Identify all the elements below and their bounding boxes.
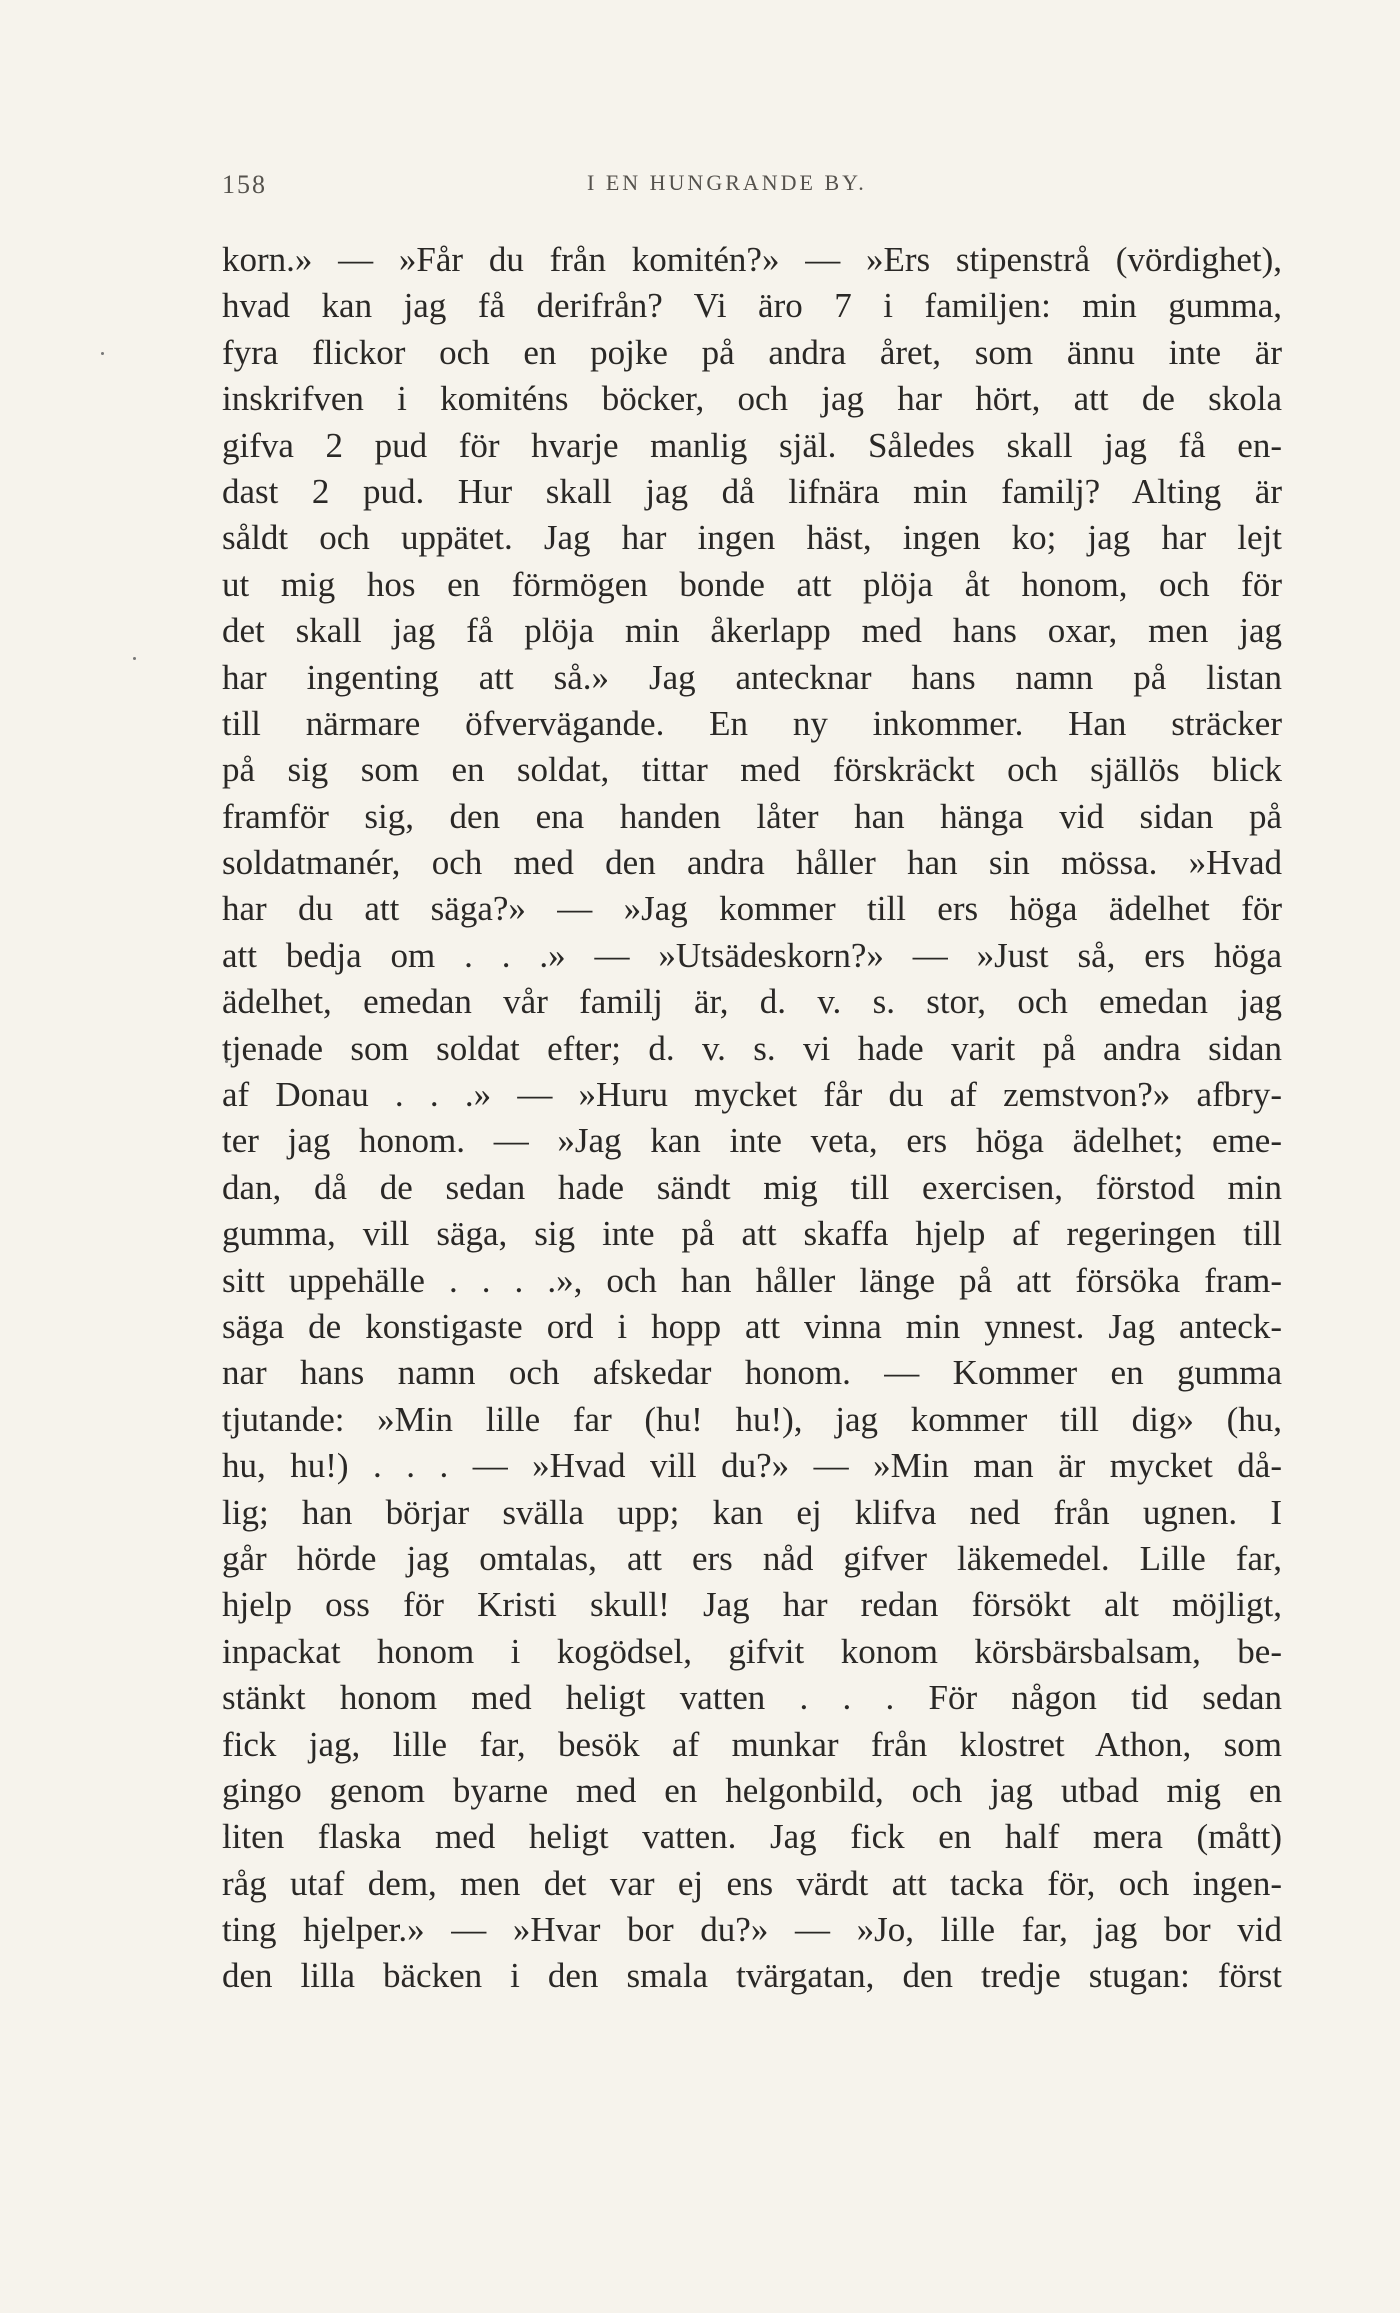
text-line: dan, då de sedan hade sändt mig till exercisen, förstod min — [222, 1167, 1282, 1207]
text-line: går hörde jag omtalas, att ers nåd gifver läkemedel. Lille far, — [222, 1538, 1282, 1578]
text-line: lig; han börjar svälla upp; kan ej klifva ned från ugnen. I — [222, 1492, 1282, 1532]
text-line: inpackat honom i kogödsel, gifvit konom körsbärsbalsam, be- — [222, 1631, 1282, 1671]
running-title: I EN HUNGRANDE BY. — [587, 170, 867, 195]
text-line: gingo genom byarne med en helgonbild, och jag utbad mig en — [222, 1770, 1282, 1810]
text-line: liten flaska med heligt vatten. Jag fick en half mera (mått) — [222, 1817, 1282, 1857]
body-text — [222, 237, 1282, 2000]
text-line: hu, hu!) . . . — »Hvad vill du?» — »Min man är mycket då- — [222, 1446, 1282, 1486]
text-line: ting hjelper.» — »Hvar bor du?» — »Jo, lille far, jag bor vid — [222, 1910, 1282, 1950]
text-line: säga de konstigaste ord i hopp att vinna min ynnest. Jag anteck- — [222, 1306, 1282, 1346]
text-line: på sig som en soldat, tittar med förskräckt och själlös blick — [222, 750, 1282, 790]
text-line: tjutande: »Min lille far (hu! hu!), jag kommer till dig» (hu, — [222, 1399, 1282, 1439]
text-line: har du att säga?» — »Jag kommer till ers höga ädelhet för — [222, 889, 1282, 929]
running-head — [222, 170, 1282, 210]
text-line: såldt och uppätet. Jag har ingen häst, ingen ko; jag har lejt — [222, 518, 1282, 558]
text-line: af Donau . . .» — »Huru mycket får du af zemstvon?» afbry- — [222, 1075, 1282, 1115]
margin-mark — [101, 352, 104, 355]
text-line: tjenade som soldat efter; d. v. s. vi hade varit på andra sidan — [222, 1028, 1282, 1068]
text-line: fyra flickor och en pojke på andra året, som ännu inte är — [222, 332, 1282, 372]
text-line: gumma, vill säga, sig inte på att skaffa hjelp af regeringen till — [222, 1214, 1282, 1254]
text-line: hvad kan jag få derifrån? Vi äro 7 i familjen: min gumma, — [222, 286, 1282, 326]
text-line: hjelp oss för Kristi skull! Jag har redan försökt alt möjligt, — [222, 1585, 1282, 1625]
text-line: soldatmanér, och med den andra håller han sin mössa. »Hvad — [222, 843, 1282, 883]
text-line: till närmare öfvervägande. En ny inkommer. Han sträcker — [222, 703, 1282, 743]
text-line: nar hans namn och afskedar honom. — Kommer en gumma — [222, 1353, 1282, 1393]
text-line: stänkt honom med heligt vatten . . . För någon tid sedan — [222, 1678, 1282, 1718]
text-line: korn.» — »Får du från komitén?» — »Ers stipenstrå (vördighet), — [222, 240, 1282, 279]
text-line: att bedja om . . .» — »Utsädeskorn?» — »Just så, ers höga — [222, 935, 1282, 975]
text-line: dast 2 pud. Hur skall jag då lifnära min familj? Alting är — [222, 471, 1282, 511]
text-line: har ingenting att så.» Jag antecknar hans namn på listan — [222, 657, 1282, 697]
text-line: inskrifven i komiténs böcker, och jag har hört, att de skola — [222, 379, 1282, 419]
page-number: 158 — [222, 170, 267, 199]
text-line: ädelhet, emedan vår familj är, d. v. s. stor, och emedan jag — [222, 982, 1282, 1022]
text-line: gifva 2 pud för hvarje manlig själ. Således skall jag få en- — [222, 425, 1282, 465]
text-line: fick jag, lille far, besök af munkar från klostret Athon, som — [222, 1724, 1282, 1764]
text-line: den lilla bäcken i den smala tvärgatan, den tredje stugan: först — [222, 1956, 1282, 1996]
text-line: ut mig hos en förmögen bonde att plöja åt honom, och för — [222, 564, 1282, 604]
margin-mark — [133, 657, 136, 660]
text-line: råg utaf dem, men det var ej ens värdt att tacka för, och ingen- — [222, 1863, 1282, 1903]
text-line: sitt uppehälle . . . .», och han håller länge på att försöka fram- — [222, 1260, 1282, 1300]
text-line: ter jag honom. — »Jag kan inte veta, ers höga ädelhet; eme- — [222, 1121, 1282, 1161]
text-line: det skall jag få plöja min åkerlapp med hans oxar, men jag — [222, 611, 1282, 651]
text-line: framför sig, den ena handen låter han hänga vid sidan på — [222, 796, 1282, 836]
